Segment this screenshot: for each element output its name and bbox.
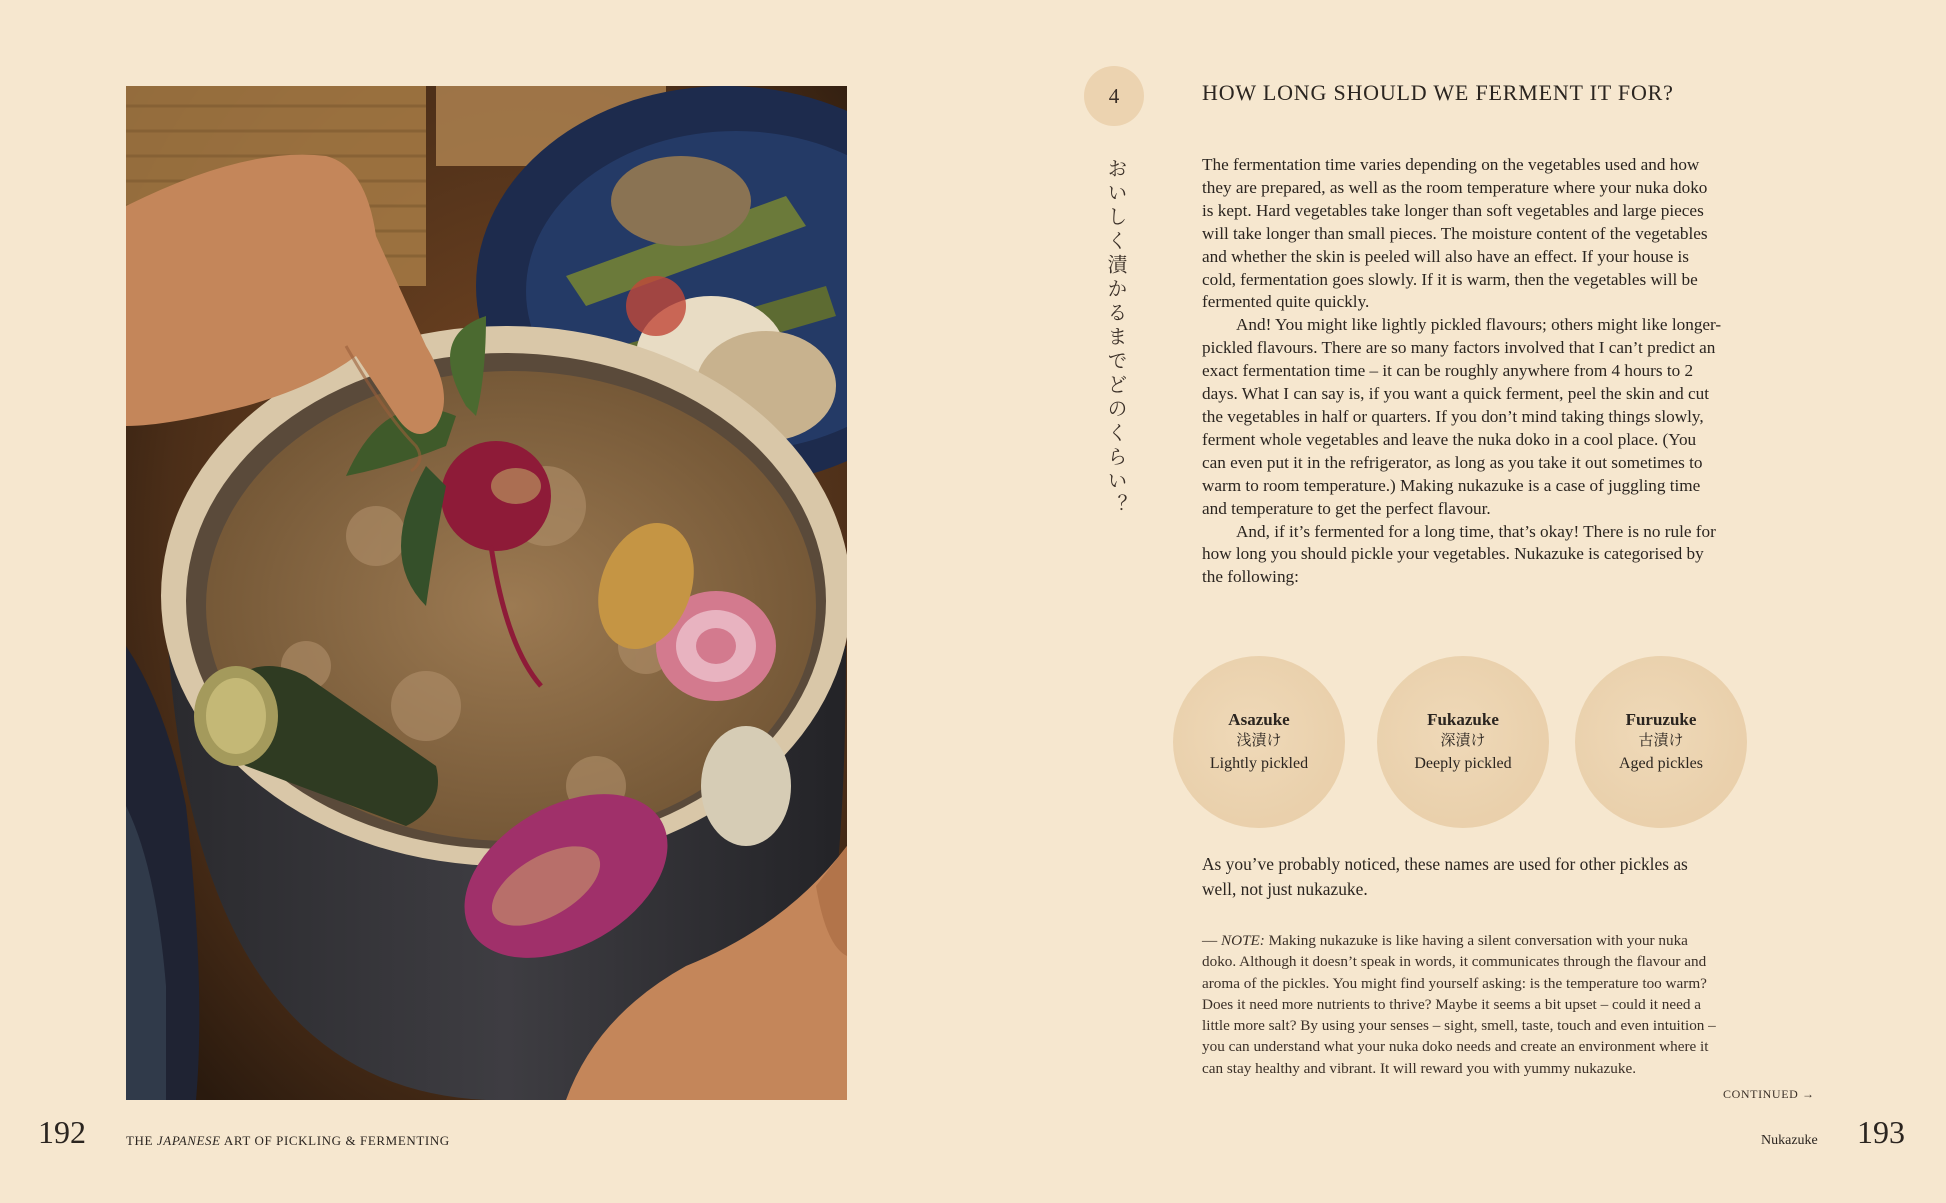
- note-text: Making nukazuke is like having a silent conversation with your nuka doko. Although it doesn’t speak in words, it communicates through the flavour and aroma of the pickles. You might find yourself asking: is the temperature too warm? Does it need more nutrients to thrive? Maybe it seems a bit upset – could it need a little more salt? By using your senses – sight, smell, taste, touch and even intuition – you can understand what your nuka doko needs and create an environment where it can stay healthy and vibrant. It will reward you with yummy nukazuke.: [1202, 932, 1716, 1077]
- category-asazuke: [1173, 656, 1345, 828]
- category-description: Lightly pickled: [1209, 755, 1309, 772]
- continued-link[interactable]: CONTINUED →: [1723, 1087, 1815, 1101]
- category-japanese: 浅漬け: [1236, 731, 1282, 749]
- paragraph-1: The fermentation time varies depending on the vegetables used and how they are prepared, as well as the room temperature where your nuka doko is kept. Hard vegetables take longer than soft vegetables and large pieces will take longer than small pieces. The moisture content of the vegetables and whether the skin is peeled will also have an effect. If your house is cold, fermentation goes slowly. If it is warm, then the vegetables will be fermented quite quickly.: [1202, 155, 1708, 312]
- paragraph-3: And, if it’s fermented for a long time, that’s okay! There is no rule for how long you should pickle your vegetables. Nukazuke is categorised by the following:: [1202, 521, 1716, 587]
- category-japanese: 深漬け: [1440, 731, 1486, 749]
- right-page: [973, 0, 1946, 1203]
- category-japanese: 古漬け: [1638, 731, 1684, 749]
- category-description: Deeply pickled: [1414, 755, 1512, 772]
- page-number-right: 193: [1857, 1114, 1905, 1150]
- after-categories-text: As you’ve probably noticed, these names are used for other pickles as well, not just nukazuke.: [1202, 854, 1688, 899]
- category-description: Aged pickles: [1619, 755, 1703, 772]
- note-dash: —: [1202, 932, 1221, 949]
- category-name: Furuzuke: [1625, 710, 1697, 729]
- paragraph-2: And! You might like lightly pickled flavours; others might like longer-pickled flavours. There are so many factors involved that I can’t predict an exact fermentation time – it can be roughly anywhere from 4 hours to 2 days. What I can say is, if you want a quick ferment, peel the skin and cut the vegetables in half or quarters. If you don’t mind taking things slowly, ferment whole vegetables and leave the nuka doko in a cool place. (You can even put it in the refrigerator, as long as you take it out sometimes to warm to room temperature.) Making nukazuke is a case of juggling time and temperature to get the perfect flavour.: [1202, 315, 1722, 518]
- category-name: Fukazuke: [1427, 710, 1499, 729]
- running-head-chapter: Nukazuke: [1761, 1133, 1818, 1148]
- running-head-book-title: [126, 1133, 450, 1149]
- category-name: Asazuke: [1228, 710, 1290, 729]
- food-photo-icon: [126, 86, 847, 1100]
- nukazuke-pot-photo: [126, 86, 847, 1100]
- running-head-italic: JAPANESE: [156, 1133, 221, 1148]
- running-head-pre: THE: [126, 1133, 157, 1148]
- category-fukazuke: [1377, 656, 1549, 828]
- page-number-left: 192: [38, 1114, 86, 1150]
- category-furuzuke: [1575, 656, 1747, 828]
- body-text: [1202, 154, 1722, 589]
- note-box: [1202, 930, 1722, 1079]
- vertical-japanese-title: おいしく漬かるまでどのくらい？: [1104, 158, 1128, 518]
- note-lead: NOTE:: [1220, 932, 1265, 949]
- step-number-badge: 4: [1084, 66, 1144, 126]
- running-head-post: ART OF PICKLING & FERMENTING: [220, 1133, 450, 1148]
- pickle-categories: [1173, 656, 1793, 831]
- section-heading: HOW LONG SHOULD WE FERMENT IT FOR?: [1202, 80, 1674, 105]
